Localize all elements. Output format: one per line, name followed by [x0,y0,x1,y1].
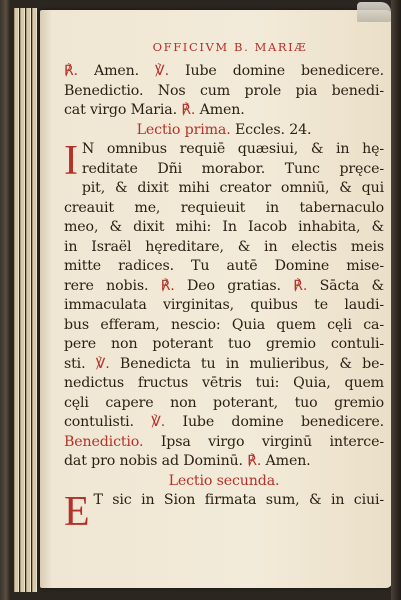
body-text: Eccles. 24. [234,121,312,138]
text-line [64,374,384,394]
body-text: T sic in Sion firmata sum, & in ciui- [93,492,384,508]
lesson-heading [64,472,384,492]
text-line [64,160,384,180]
body-text: nedictus fructus vētris tui: Quia, quem [64,375,384,391]
lesson-block-1 [64,138,384,184]
body-text: pere non poterant tuo gremio contuli- [64,336,384,352]
body-text: Iube domine benedicere. [182,414,384,430]
text-line [64,452,384,472]
body-text: bus efferam, nescio: Quia quem cęli ca- [64,316,384,333]
body-text: Benedictio. Nos cum prole pia benedi- [64,82,384,99]
body-text: creauit me, requieuit in tabernaculo [64,199,384,216]
text-line [64,218,384,238]
running-header: OFFICIVM B. MARIÆ [152,40,308,54]
body-text: mitte radices. Tu autē Domine mise- [64,258,384,274]
body-text: cat virgo Maria. [64,102,182,118]
body-text: in Israël hęreditare, & in electis meis [64,238,384,255]
body-text: rere nobis. [64,277,161,294]
text-line [64,413,384,433]
body-text: sti. [64,355,96,372]
page-edge [14,8,19,592]
text-line [64,101,384,121]
rubric-text: ℟. [64,63,94,79]
body-text: cęli capere non poterant, tuo gremio [64,394,384,411]
text-line [64,257,384,277]
text-line [64,335,384,355]
rubric-text: ℟. [160,277,188,294]
text-line [64,355,384,375]
page-edge [20,8,25,592]
page-edge [26,8,31,592]
rubric-text: Lectio prima. [136,121,235,138]
text-line [64,62,384,82]
body-text: pit, & dixit mihi creator omniū, & qui [81,180,384,196]
body-text: immaculata virginitas, quibus te laudi- [64,297,384,313]
body-text: meo, & dixit mihi: In Iacob inhabita, & [64,219,384,235]
body-text: Ipsa virgo virginū interce- [160,433,384,450]
page-clip [357,2,391,22]
body-text: Amen. [199,102,245,118]
text-line [64,296,384,316]
page-edge [32,8,37,592]
body-text: Amen. [265,453,311,469]
text-line [64,491,384,511]
text-line [64,179,384,199]
text-line [64,277,384,297]
text-line [64,199,384,219]
rubric-text: Benedictio. [64,433,161,450]
body-text: Deo gratias. [187,277,294,294]
rubric-text: ℟. [247,453,266,469]
rubric-text: ℟. [293,277,320,294]
text-line [64,238,384,258]
rubric-text: ℟. [181,102,200,118]
drop-cap: E [64,489,90,535]
body-text: dat pro nobis ad Dominū. [64,453,248,469]
body-text: reditate Dñi morabor. Tunc pręce- [81,160,384,177]
body-text: N omnibus requiē quæsiui, & in hę- [81,141,384,157]
lesson-heading [64,121,384,141]
rubric-text: ℣. [151,414,183,430]
text-line [64,316,384,336]
text-line [64,394,384,414]
body-text: Benedicta tu in mulieribus, & be- [119,355,384,372]
lesson-block-2 [64,489,384,535]
body-text: Iube domine benedicere. [185,63,385,79]
text-line [64,140,384,160]
body-text: contulisti. [64,414,152,430]
rubric-text: Lectio secunda. [168,472,280,489]
book-right-edge [391,0,401,600]
page-text [64,62,385,535]
rubric-text: ℣. [155,63,186,79]
text-line [64,433,384,453]
body-text: Amen. [93,63,156,79]
rubric-text: ℣. [95,355,120,372]
drop-cap: I [64,138,78,184]
body-text: Sācta & [319,277,384,294]
text-line [64,82,384,102]
